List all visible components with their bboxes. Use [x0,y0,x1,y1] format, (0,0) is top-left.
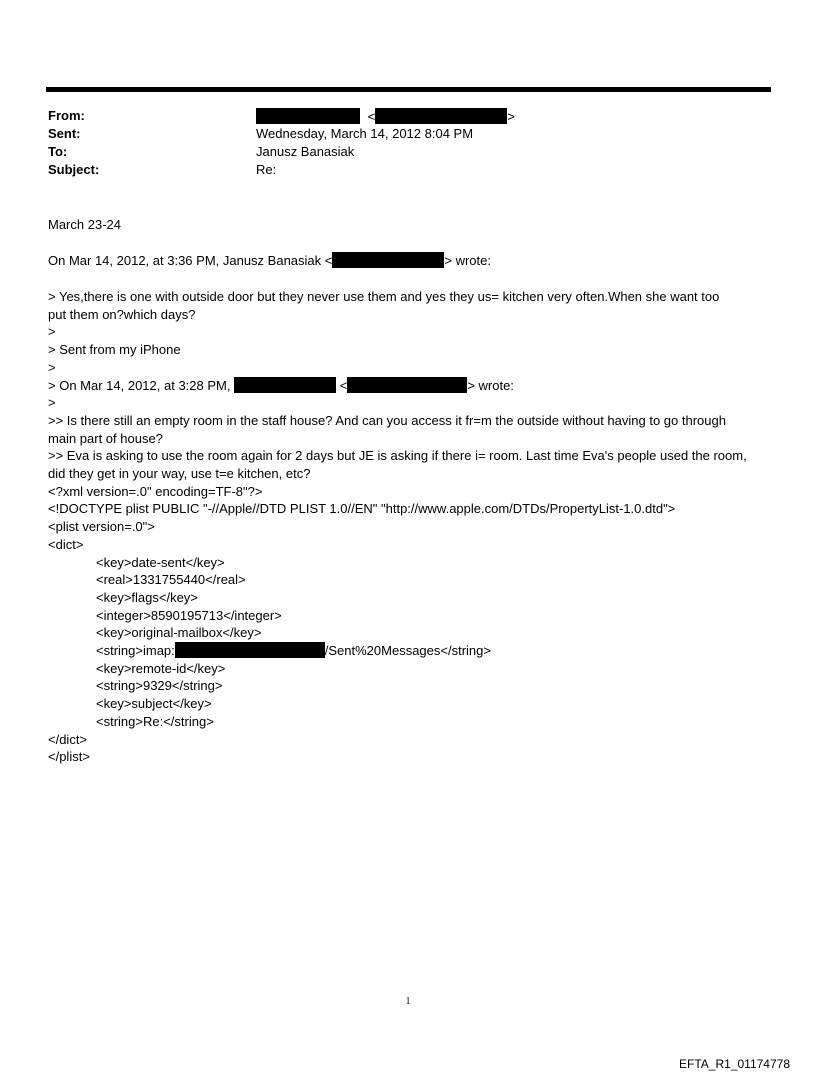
from-label: From: [48,108,85,123]
sent-value: Wednesday, March 14, 2012 8:04 PM [256,126,474,141]
xml-line: <?xml version=.0" encoding=TF-8"?> [48,483,263,499]
quoted-message [48,288,778,766]
xml-line: <real>1331755440</real> [96,572,246,588]
xml-line: <key>remote-id</key> [96,660,226,676]
document-id: EFTA_R1_01174778 [679,1057,790,1071]
xml-line: <string>9329</string> [96,678,223,694]
redaction-block [347,377,467,393]
xml-imap-prefix: <string>imap: [96,643,175,659]
quoted-line: did they get in your way, use t=e kitchen, etc? [48,466,311,482]
quoted-line: > [48,395,56,411]
quoted-line: >> Is there still an empty room in the staff house? And can you access it fr=m the outside without having to go through [48,412,726,428]
quoted-line: put them on?which days? [48,306,196,322]
from-gt: > [507,109,515,124]
quoted-line: > Yes,there is one with outside door but they never use them and yes they us= kitchen very often.When she want too [48,289,720,304]
redaction-block [175,642,325,658]
xml-line: <string>Re:</string> [96,713,214,729]
xml-line: <key>original-mailbox</key> [96,625,262,641]
nested-intro-lt: < [339,377,348,393]
xml-line: <plist version=.0"> [48,519,155,535]
xml-line-mailbox [48,642,778,660]
subject-value: Re: [256,162,277,177]
quoted-line: > [48,359,56,375]
redaction-block [256,108,360,124]
from-value [256,108,515,125]
quoted-line: > [48,324,56,340]
quoted-line: >> Eva is asking to use the room again for 2 days but JE is asking if there i= room. Last time Eva's people used the room, [48,448,747,464]
xml-line: <integer>8590195713</integer> [96,607,282,623]
redaction-block [375,108,507,124]
nested-intro-text: > On Mar 14, 2012, at 3:28 PM, [48,377,231,393]
quote-intro-wrote: > wrote: [444,253,491,268]
quote-intro [48,252,778,270]
xml-line: <key>flags</key> [96,589,198,605]
redaction-block [332,252,444,268]
nested-quote-intro [48,377,778,395]
xml-imap-suffix: /Sent%20Messages</string> [324,643,491,659]
dates-line: March 23-24 [48,217,121,232]
xml-line: </dict> [48,731,88,747]
redaction-block [234,377,336,393]
quote-intro-text: On Mar 14, 2012, at 3:36 PM, Janusz Banasiak < [48,253,333,268]
xml-line: <dict> [48,536,84,552]
sent-label: Sent: [48,126,81,141]
xml-line: <!DOCTYPE plist PUBLIC "-//Apple//DTD PLIST 1.0//EN" "http://www.apple.com/DTDs/PropertyList-1.0.dtd"> [48,501,676,517]
subject-label: Subject: [48,162,100,177]
from-lt: < [367,109,376,124]
xml-line: </plist> [48,749,90,765]
to-value: Janusz Banasiak [256,144,355,159]
page-number: 1 [405,996,411,1007]
quoted-line: main part of house? [48,430,163,446]
xml-line: <key>date-sent</key> [96,554,225,570]
quoted-line: > Sent from my iPhone [48,342,181,358]
header-divider [46,87,771,92]
xml-line: <key>subject</key> [96,696,212,712]
to-label: To: [48,144,68,159]
nested-intro-wrote: > wrote: [467,377,514,393]
